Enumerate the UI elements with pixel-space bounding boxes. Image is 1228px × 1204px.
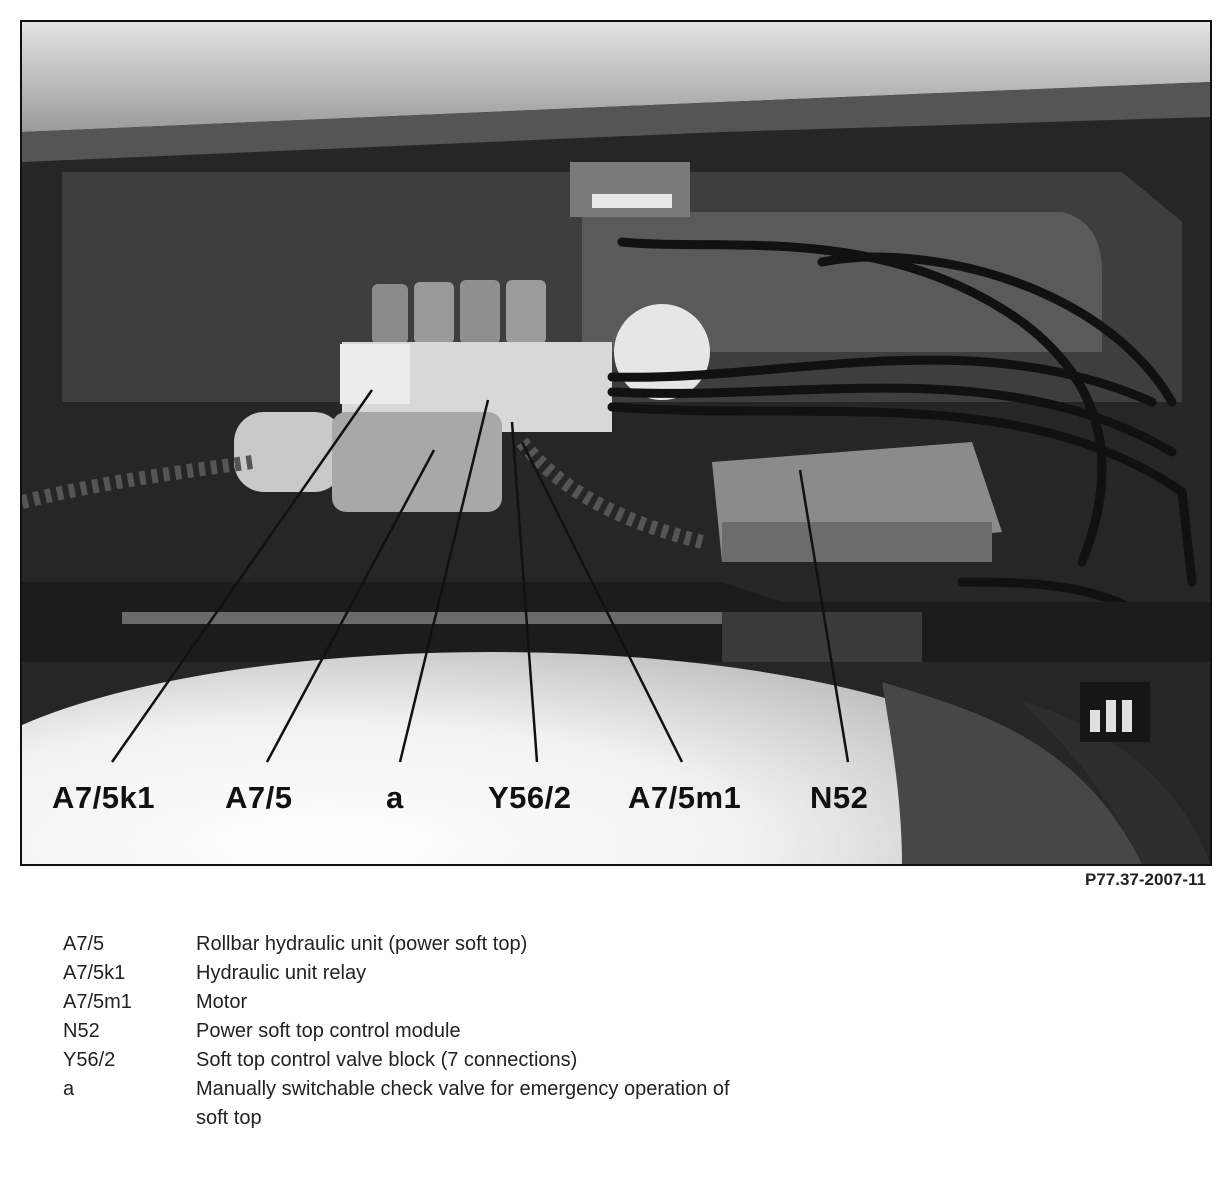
figure-id: P77.37-2007-11 [1085, 870, 1206, 889]
legend-row [63, 930, 756, 959]
callout-a7-5m1: A7/5m1 [628, 780, 742, 815]
legend-code: A7/5m1 [63, 991, 132, 1013]
legend-code: A7/5 [63, 933, 105, 955]
legend-row [63, 1075, 756, 1133]
legend [63, 930, 756, 1133]
callout-a: a [386, 780, 404, 815]
legend-code: A7/5k1 [63, 962, 126, 984]
legend-code: Y56/2 [63, 1049, 116, 1071]
callout-a7-5: A7/5 [225, 780, 293, 815]
component-photo [20, 20, 1212, 866]
callout-n52: N52 [810, 780, 869, 815]
legend-description: Motor [196, 991, 248, 1013]
engine-bay-illustration [22, 22, 1210, 864]
legend-description: Manually switchable check valve for emergency operation of soft top [196, 1078, 730, 1129]
legend-row [63, 988, 756, 1017]
legend-description: Hydraulic unit relay [196, 962, 367, 984]
legend-code: a [63, 1078, 75, 1100]
legend-row [63, 1046, 756, 1075]
legend-row [63, 1017, 756, 1046]
legend-code: N52 [63, 1020, 100, 1042]
callout-a7-5k1: A7/5k1 [52, 780, 155, 815]
legend-description: Soft top control valve block (7 connections) [196, 1049, 578, 1071]
callout-y56-2: Y56/2 [488, 780, 572, 815]
legend-row [63, 959, 756, 988]
legend-description: Power soft top control module [196, 1020, 461, 1042]
legend-description: Rollbar hydraulic unit (power soft top) [196, 933, 528, 955]
